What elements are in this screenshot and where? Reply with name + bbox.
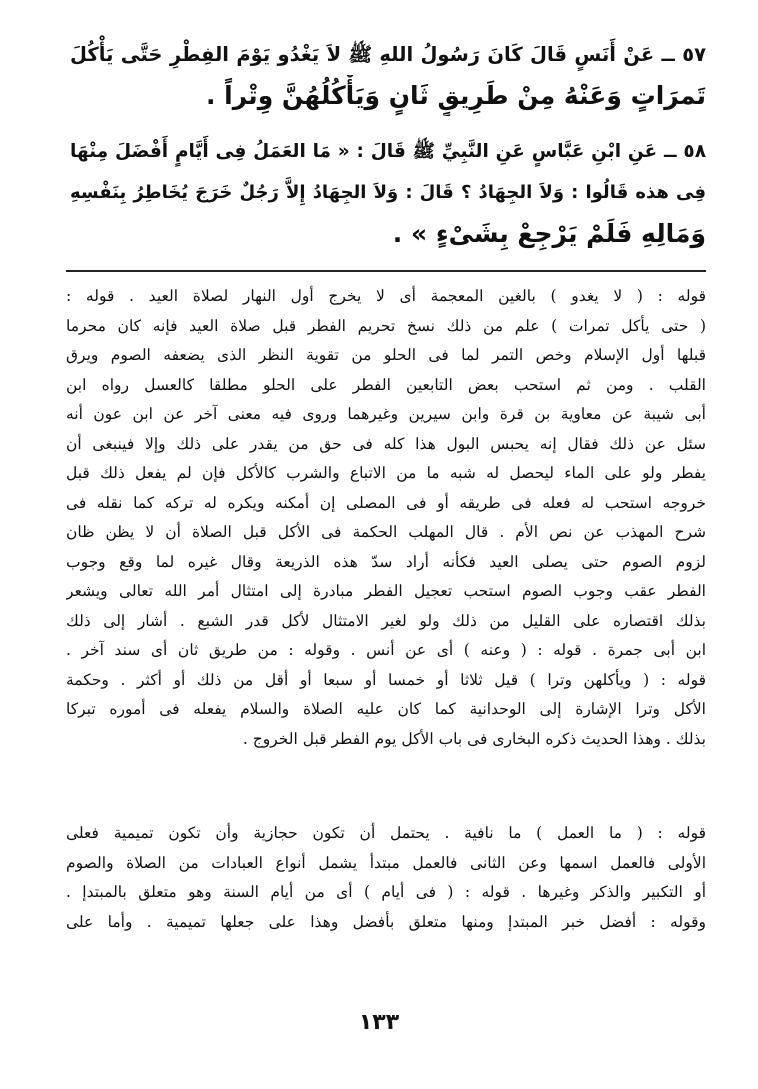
- commentary-paragraph-2: [66, 819, 706, 937]
- commentary-line: أبى شيبة عن معاوية بن قرة وابن سيرين وغيرهما وروى فيه معنى آخر عن ابن عون أنه: [66, 405, 706, 423]
- commentary-paragraph-1: [66, 282, 706, 754]
- commentary-line: القلب . ومن ثم استحب بعض التابعين الفطر على الحلو مطلقا كالعسل رواه ابن: [66, 375, 706, 394]
- hadith-58: [70, 131, 706, 254]
- section-divider: [66, 270, 706, 272]
- commentary-line: شرح المهذب عن نص الأم . قال المهلب الحكمة فى الأكل قبل الصلاة أن لا يظن ظان: [66, 523, 706, 541]
- commentary-line: بذلك . وهذا الحديث ذكره البخارى فى باب الأكل يوم الفطر قبل الخروج .: [242, 729, 706, 748]
- hadith-58-line-3: وَمَالِهِ فَلَمْ يَرْجِعْ بِشَىْءٍ » .: [392, 219, 706, 248]
- commentary-line: أو التكبير والذكر وغيرها . قوله : ( فى أيام ) أى من أيام السنة وهو متعلق بالمبتدإ .: [66, 883, 706, 901]
- commentary-line: الفطر عقب وجوب الصوم استحب تعجيل الفطر مبادرة إلى امتثال أمر الله تعالى ويشعر: [66, 582, 706, 600]
- commentary-line: الأكل وترا الإشارة إلى الوحدانية كما كان عليه الصلاة والسلام يفعله فى أموره تبركا: [66, 700, 706, 718]
- commentary-line: وقوله : أفضل خبر المبتدإ ومنها متعلق بأفضل وهذا على جعلها تميمية . وأما على: [66, 912, 706, 931]
- hadith-58-line-2: فِى هذه قَالُوا : وَلاَ الجِهَادُ ؟ قَالَ : وَلاَ الجِهَادُ إِلاَّ رَجُلٌ خَرَجَ يُخَاطِرُ بِنَفْسِهِ: [70, 182, 706, 203]
- commentary-line: قبلها أول الإسلام وخص التمر لما فى الحلو من تقوية النظر الذى يضعفه الصوم ويرق: [66, 346, 706, 364]
- commentary-line: يفطر ولو على الماء ليحصل له شبه ما من الاتباع والشرب كالأكل فإن لم يفعل ذلك قبل: [66, 464, 706, 482]
- commentary-line: قوله : ( ويأكلهن وترا ) قيل ثلاثا أو خمسا أو سبعا أو أقل من ذلك أو أكثر . وحكمة: [66, 670, 706, 689]
- page-number: ١٣٣: [358, 1010, 400, 1035]
- commentary-line: خروجه استحب له فعله فى طريقه أو فى المصلى إن أمكنه ويكره له تركه كما نقله فى: [66, 493, 706, 512]
- commentary-line: الأولى فالعمل اسمها وعن الثانى فالعمل مبتدأ يشمل أنواع العبادات من الصلاة والصوم: [66, 853, 706, 872]
- commentary-line: ( حتى يأكل تمرات ) علم من ذلك نسخ تحريم الفطر قبل صلاة العيد فإنه كان محرما: [66, 316, 706, 335]
- hadith-57: [70, 34, 706, 116]
- hadith-57-line-2: تَمرَاتٍ وَعَنْهُ مِنْ طَرِيقٍ ثَانٍ وَيَأْكُلُهُنَّ وِتْراً .: [205, 81, 706, 110]
- commentary-line: قوله : ( لا يغدو ) بالغين المعجمة أى لا يخرج أول النهار لصلاة العيد . قوله :: [66, 287, 706, 305]
- hadith-57-line-1: ٥٧ ــ عَنْ أَنَسٍ قَالَ كَانَ رَسُولُ اللهِ ﷺ لاَ يَغْدُو يَوْمَ الفِطْرِ حَتَّى يَأْكُلَ: [70, 43, 706, 66]
- commentary-line: لزوم الصوم حتى يصلى العيد فكأنه أراد سدّ هذه الذريعة وقال غيره لما وقع وجوب: [66, 552, 706, 571]
- hadith-58-line-1: ٥٨ ــ عَنِ ابْنِ عَبَّاسٍ عَنِ النَّبِيِّ ﷺ قَالَ : « مَا العَمَلُ فِى أَيَّامٍ أَفْضَلَ مِنْهَا: [70, 141, 706, 162]
- commentary-line: سئل عن ذلك فقال إنه يحبس البول هذا كله فى حق من يقدر على ذلك وإلا فينبغى أن: [66, 434, 706, 453]
- commentary-line: ابن أبى جمرة . قوله : ( وعنه ) أى عن أنس . وقوله : من طريق ثان أى سند آخر .: [66, 641, 706, 659]
- commentary-line: قوله : ( ما العمل ) ما نافية . يحتمل أن تكون حجازية وأن تكون تميمية فعلى: [66, 824, 706, 842]
- commentary-line: بذلك اقتصاره على القليل من ذلك ولو لغير الامتثال لأكل قدر الشبع . أشار إلى ذلك: [66, 611, 706, 630]
